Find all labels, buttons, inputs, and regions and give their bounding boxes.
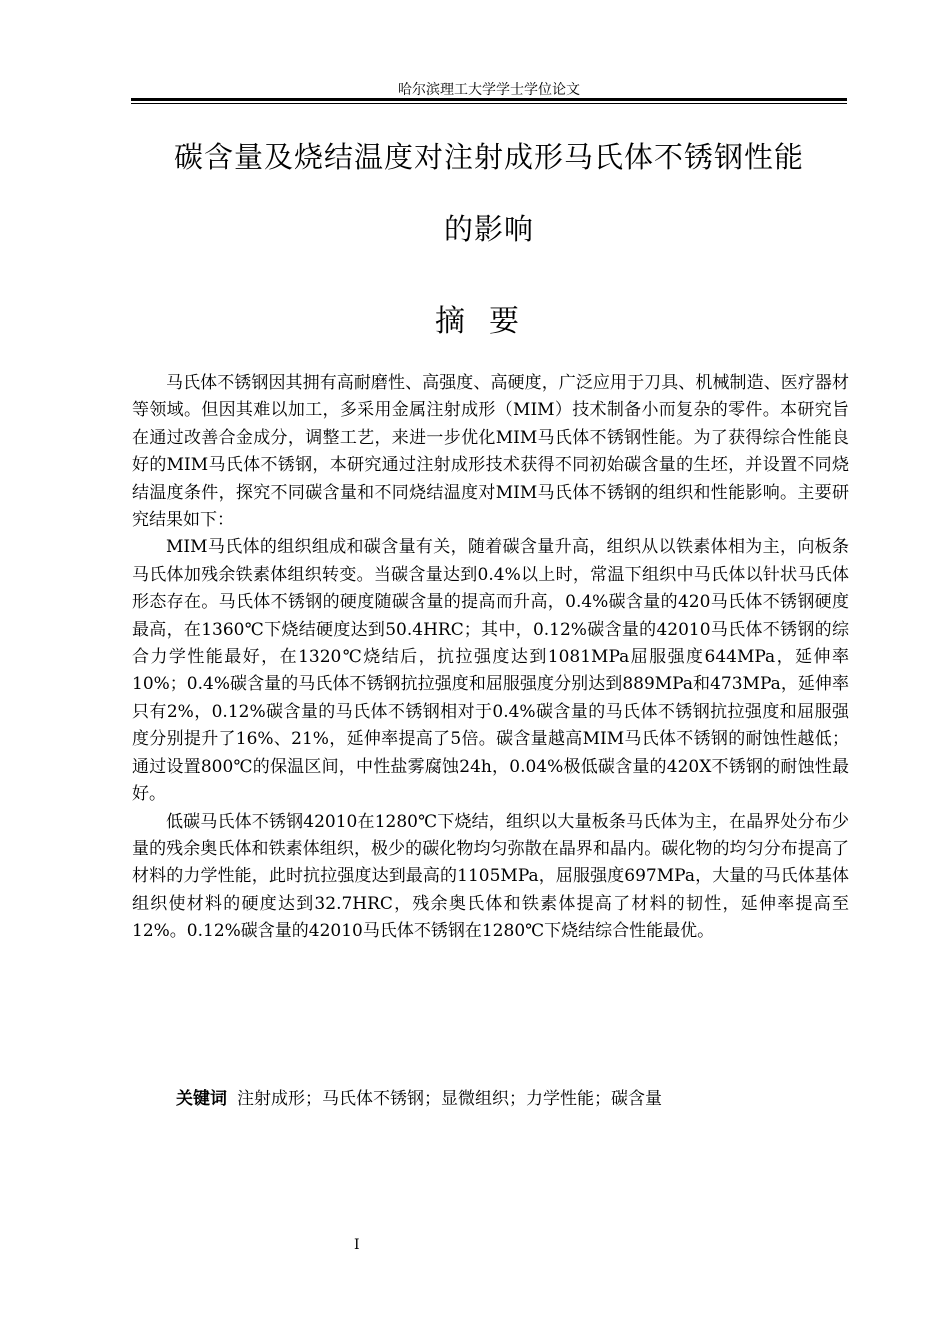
abstract-paragraph-1: 马氏体不锈钢因其拥有高耐磨性、高强度、高硬度，广泛应用于刀具、机械制造、医疗器材等领域。但因其难以加工，多采用金属注射成形（MIM）技术制备小而复杂的零件。本研究旨在通过改善合金成分，调整工艺，来进一步优化MIM马氏体不锈钢性能。为了获得综合性能良好的MIM马氏体不锈钢，本研究通过注射成形技术获得不同初始碳含量的生坯，并设置不同烧结温度条件，探究不同碳含量和不同烧结温度对MIM马氏体不锈钢的组织和性能影响。主要研究结果如下：: [132, 373, 849, 531]
abstract-paragraph-3: 低碳马氏体不锈钢42010在1280℃下烧结，组织以大量板条马氏体为主，在晶界处分布少量的残余奥氏体和铁素体组织，极少的碳化物均匀弥散在晶界和晶内。碳化物的均匀分布提高了材料的力学性能，此时抗拉强度达到最高的1105MPa，屈服强度697MPa，大量的马氏体基体组织使材料的硬度达到32.7HRC，残余奥氏体和铁素体提高了材料的韧性，延伸率提高至12%。0.12%碳含量的42010马氏体不锈钢在1280℃下烧结综合性能最优。: [132, 811, 849, 942]
abstract-heading: 摘要: [435, 304, 543, 339]
keywords-line: [176, 1084, 662, 1109]
abstract-body: [132, 370, 849, 946]
page-number: I: [354, 1237, 360, 1253]
thesis-title-line-2: 的影响: [443, 212, 534, 246]
running-header: 哈尔滨理工大学学士学位论文: [398, 82, 580, 98]
thesis-title-line-1: 碳含量及烧结温度对注射成形马氏体不锈钢性能: [173, 140, 804, 174]
keywords-label: 关键词: [176, 1089, 227, 1109]
abstract-paragraph-2: MIM马氏体的组织组成和碳含量有关，随着碳含量升高，组织从以铁素体相为主，向板条马氏体加残余铁素体组织转变。当碳含量达到0.4%以上时，常温下组织中马氏体以针状马氏体形态存在。马氏体不锈钢的硬度随碳含量的提高而升高，0.4%碳含量的420马氏体不锈钢硬度最高，在1360℃下烧结硬度达到50.4HRC；其中，0.12%碳含量的42010马氏体不锈钢的综合力学性能最好，在1320℃烧结后，抗拉强度达到1081MPa屈服强度644MPa，延伸率10%；0.4%碳含量的马氏体不锈钢抗拉强度和屈服强度分别达到889MPa和473MPa，延伸率只有2%，0.12%碳含量的马氏体不锈钢相对于0.4%碳含量的马氏体不锈钢抗拉强度和屈服强度分别提升了16%、21%，延伸率提高了5倍。碳含量越高MIM马氏体不锈钢的耐蚀性越低；通过设置800℃的保温区间，中性盐雾腐蚀24h，0.04%极低碳含量的420X不锈钢的耐蚀性最好。: [132, 537, 849, 805]
header-rule-thick: [131, 98, 847, 101]
header-rule-thin: [131, 103, 847, 104]
keywords-text: 注射成形；马氏体不锈钢；显微组织；力学性能；碳含量: [237, 1089, 662, 1109]
